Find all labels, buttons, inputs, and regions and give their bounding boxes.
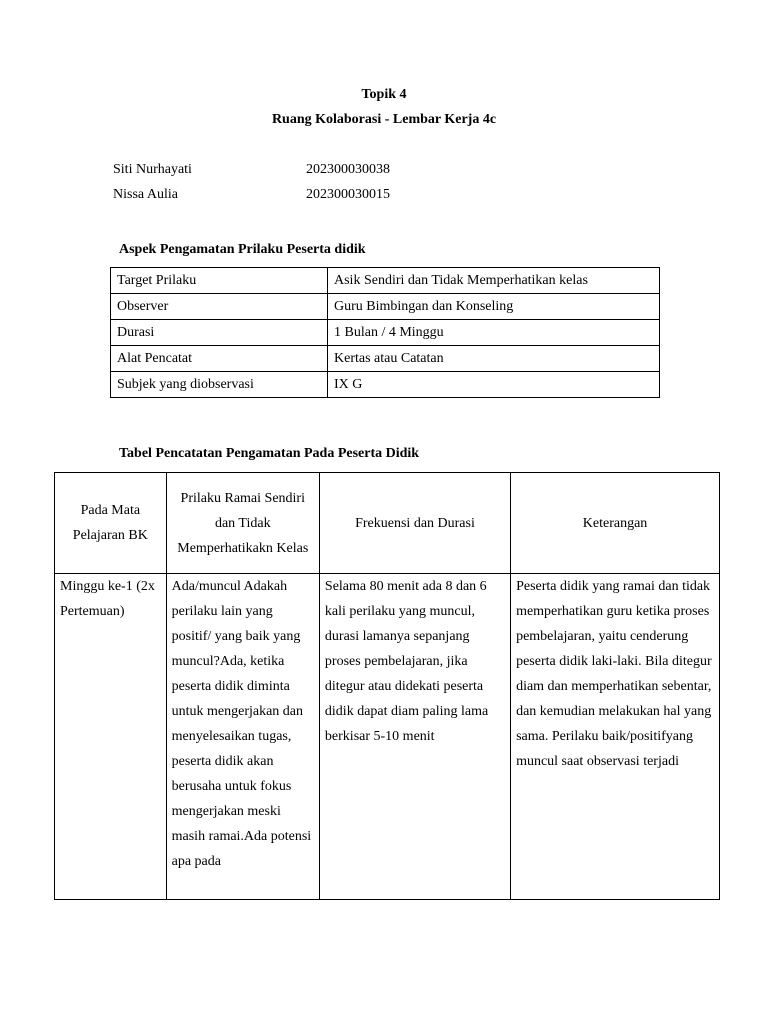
table-cell: Minggu ke-1 (2x Pertemuan) bbox=[55, 574, 167, 900]
aspek-key: Subjek yang diobservasi bbox=[111, 372, 328, 398]
author-id: 202300030038 bbox=[306, 162, 390, 177]
aspek-key: Target Prilaku bbox=[111, 268, 328, 294]
table-cell: Peserta didik yang ramai dan tidak memperhatikan guru ketika proses pembelajaran, yaitu cenderung peserta didik laki-laki. Bila ditegur diam dan memperhatikan sebentar, dan kemudian melakukan hal yang sama. Perilaku baik/positifyang muncul saat observasi terjadi bbox=[511, 574, 720, 900]
author-row bbox=[113, 187, 533, 207]
table-cell: Selama 80 menit ada 8 dan 6 kali perilaku yang muncul, durasi lamanya sepanjang proses pembelajaran, jika ditegur atau didekati peserta didik dapat diam paling lama berkisar 5-10 menit bbox=[319, 574, 510, 900]
author-name: Nissa Aulia bbox=[113, 187, 178, 202]
table-row bbox=[111, 294, 660, 320]
aspek-table bbox=[110, 267, 660, 398]
column-header: Pada Mata Pelajaran BK bbox=[55, 473, 167, 574]
aspek-value: IX G bbox=[328, 372, 660, 398]
aspek-heading: Aspek Pengamatan Prilaku Peserta didik bbox=[119, 242, 366, 257]
table-row bbox=[111, 372, 660, 398]
table-header-row bbox=[55, 473, 720, 574]
author-id: 202300030015 bbox=[306, 187, 390, 202]
column-header: Keterangan bbox=[511, 473, 720, 574]
aspek-value: 1 Bulan / 4 Minggu bbox=[328, 320, 660, 346]
aspek-value: Kertas atau Catatan bbox=[328, 346, 660, 372]
topic-title: Topik 4 bbox=[361, 87, 407, 102]
aspek-key: Durasi bbox=[111, 320, 328, 346]
table-cell: Ada/muncul Adakah perilaku lain yang positif/ yang baik yang muncul?Ada, ketika peserta didik diminta untuk mengerjakan dan menyelesaikan tugas, peserta didik akan berusaha untuk fokus mengerjakan meski masih ramai.Ada potensi apa pada bbox=[166, 574, 319, 900]
author-row bbox=[113, 162, 533, 182]
aspek-key: Alat Pencatat bbox=[111, 346, 328, 372]
table-row bbox=[111, 320, 660, 346]
column-header: Frekuensi dan Durasi bbox=[319, 473, 510, 574]
worksheet-title: Ruang Kolaborasi - Lembar Kerja 4c bbox=[271, 112, 497, 127]
table-row bbox=[111, 268, 660, 294]
aspek-key: Observer bbox=[111, 294, 328, 320]
aspek-value: Asik Sendiri dan Tidak Memperhatikan kelas bbox=[328, 268, 660, 294]
table-row bbox=[111, 346, 660, 372]
column-header: Prilaku Ramai Sendiri dan Tidak Memperhatikakn Kelas bbox=[166, 473, 319, 574]
pencatatan-heading: Tabel Pencatatan Pengamatan Pada Peserta Didik bbox=[119, 446, 420, 461]
pencatatan-table bbox=[54, 472, 720, 900]
author-name: Siti Nurhayati bbox=[113, 162, 192, 177]
aspek-value: Guru Bimbingan dan Konseling bbox=[328, 294, 660, 320]
table-row bbox=[55, 574, 720, 900]
